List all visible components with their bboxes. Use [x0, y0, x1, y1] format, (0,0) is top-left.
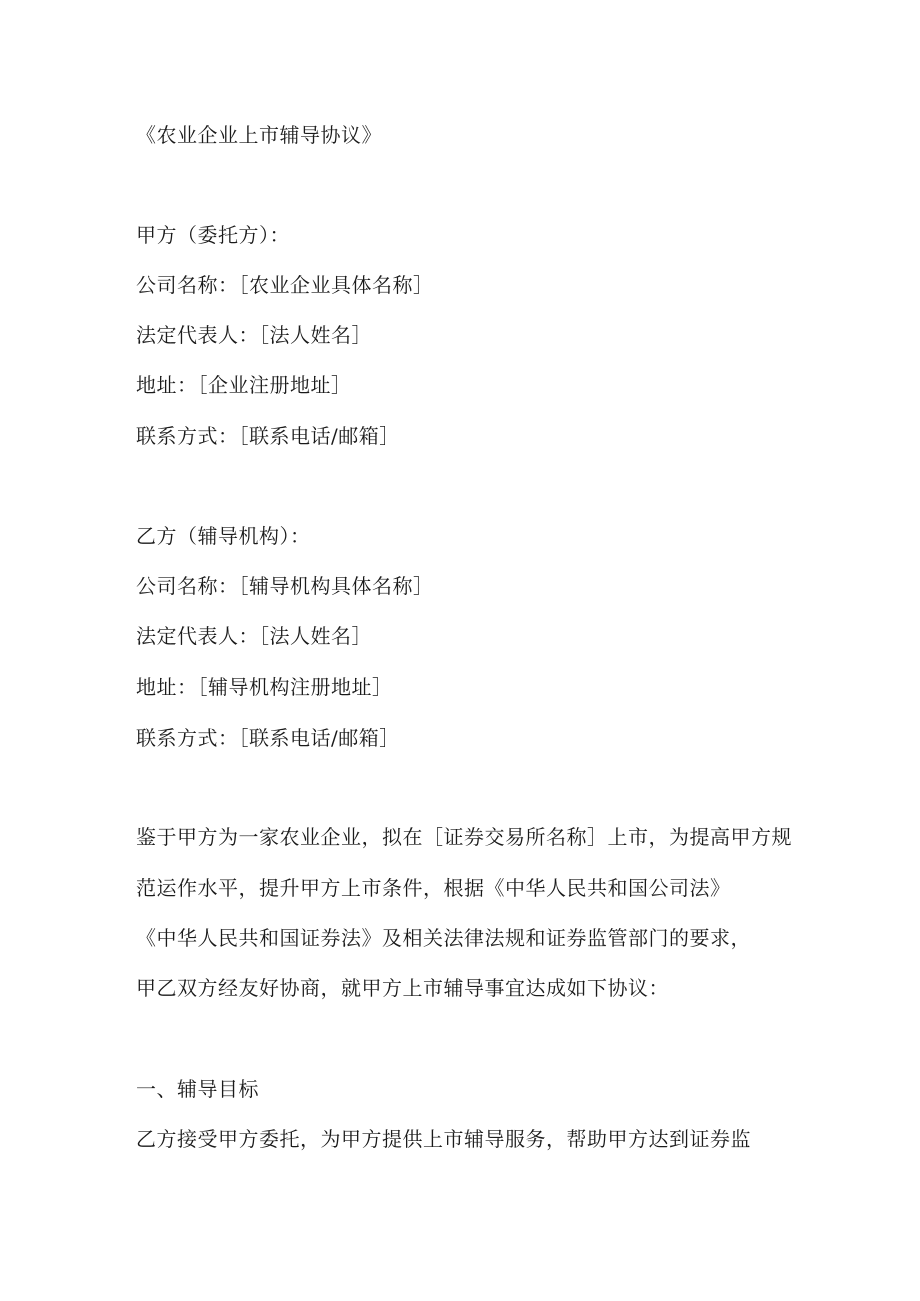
party-a-contact: 联系方式：［联系电话/邮箱］	[136, 424, 400, 448]
section-1-text-line: 乙方接受甲方委托，为甲方提供上市辅导服务，帮助甲方达到证券监	[136, 1127, 751, 1151]
party-a-heading: 甲方（委托方）：	[136, 223, 290, 247]
party-b-legal-rep: 法定代表人：［法人姓名］	[136, 624, 372, 648]
preamble-line: 甲乙双方经友好协商，就甲方上市辅导事宜达成如下协议：	[136, 976, 669, 1000]
preamble-line: 《中华人民共和国证券法》及相关法律法规和证券监管部门的要求，	[136, 926, 751, 950]
section-1-heading: 一、辅导目标	[136, 1077, 259, 1101]
preamble-line: 鉴于甲方为一家农业企业，拟在［证券交易所名称］上市，为提高甲方规	[136, 825, 792, 849]
party-b-contact: 联系方式：［联系电话/邮箱］	[136, 726, 400, 750]
party-b-company: 公司名称：［辅导机构具体名称］	[136, 574, 434, 598]
party-a-legal-rep: 法定代表人：［法人姓名］	[136, 323, 372, 347]
party-b-heading: 乙方（辅导机构）：	[136, 524, 311, 548]
party-a-address: 地址：［企业注册地址］	[136, 373, 352, 397]
document-title: 《农业企业上市辅导协议》	[136, 123, 382, 147]
party-b-address: 地址：［辅导机构注册地址］	[136, 675, 393, 699]
party-a-company: 公司名称：［农业企业具体名称］	[136, 273, 434, 297]
preamble-line: 范运作水平，提升甲方上市条件，根据《中华人民共和国公司法》	[136, 876, 731, 900]
